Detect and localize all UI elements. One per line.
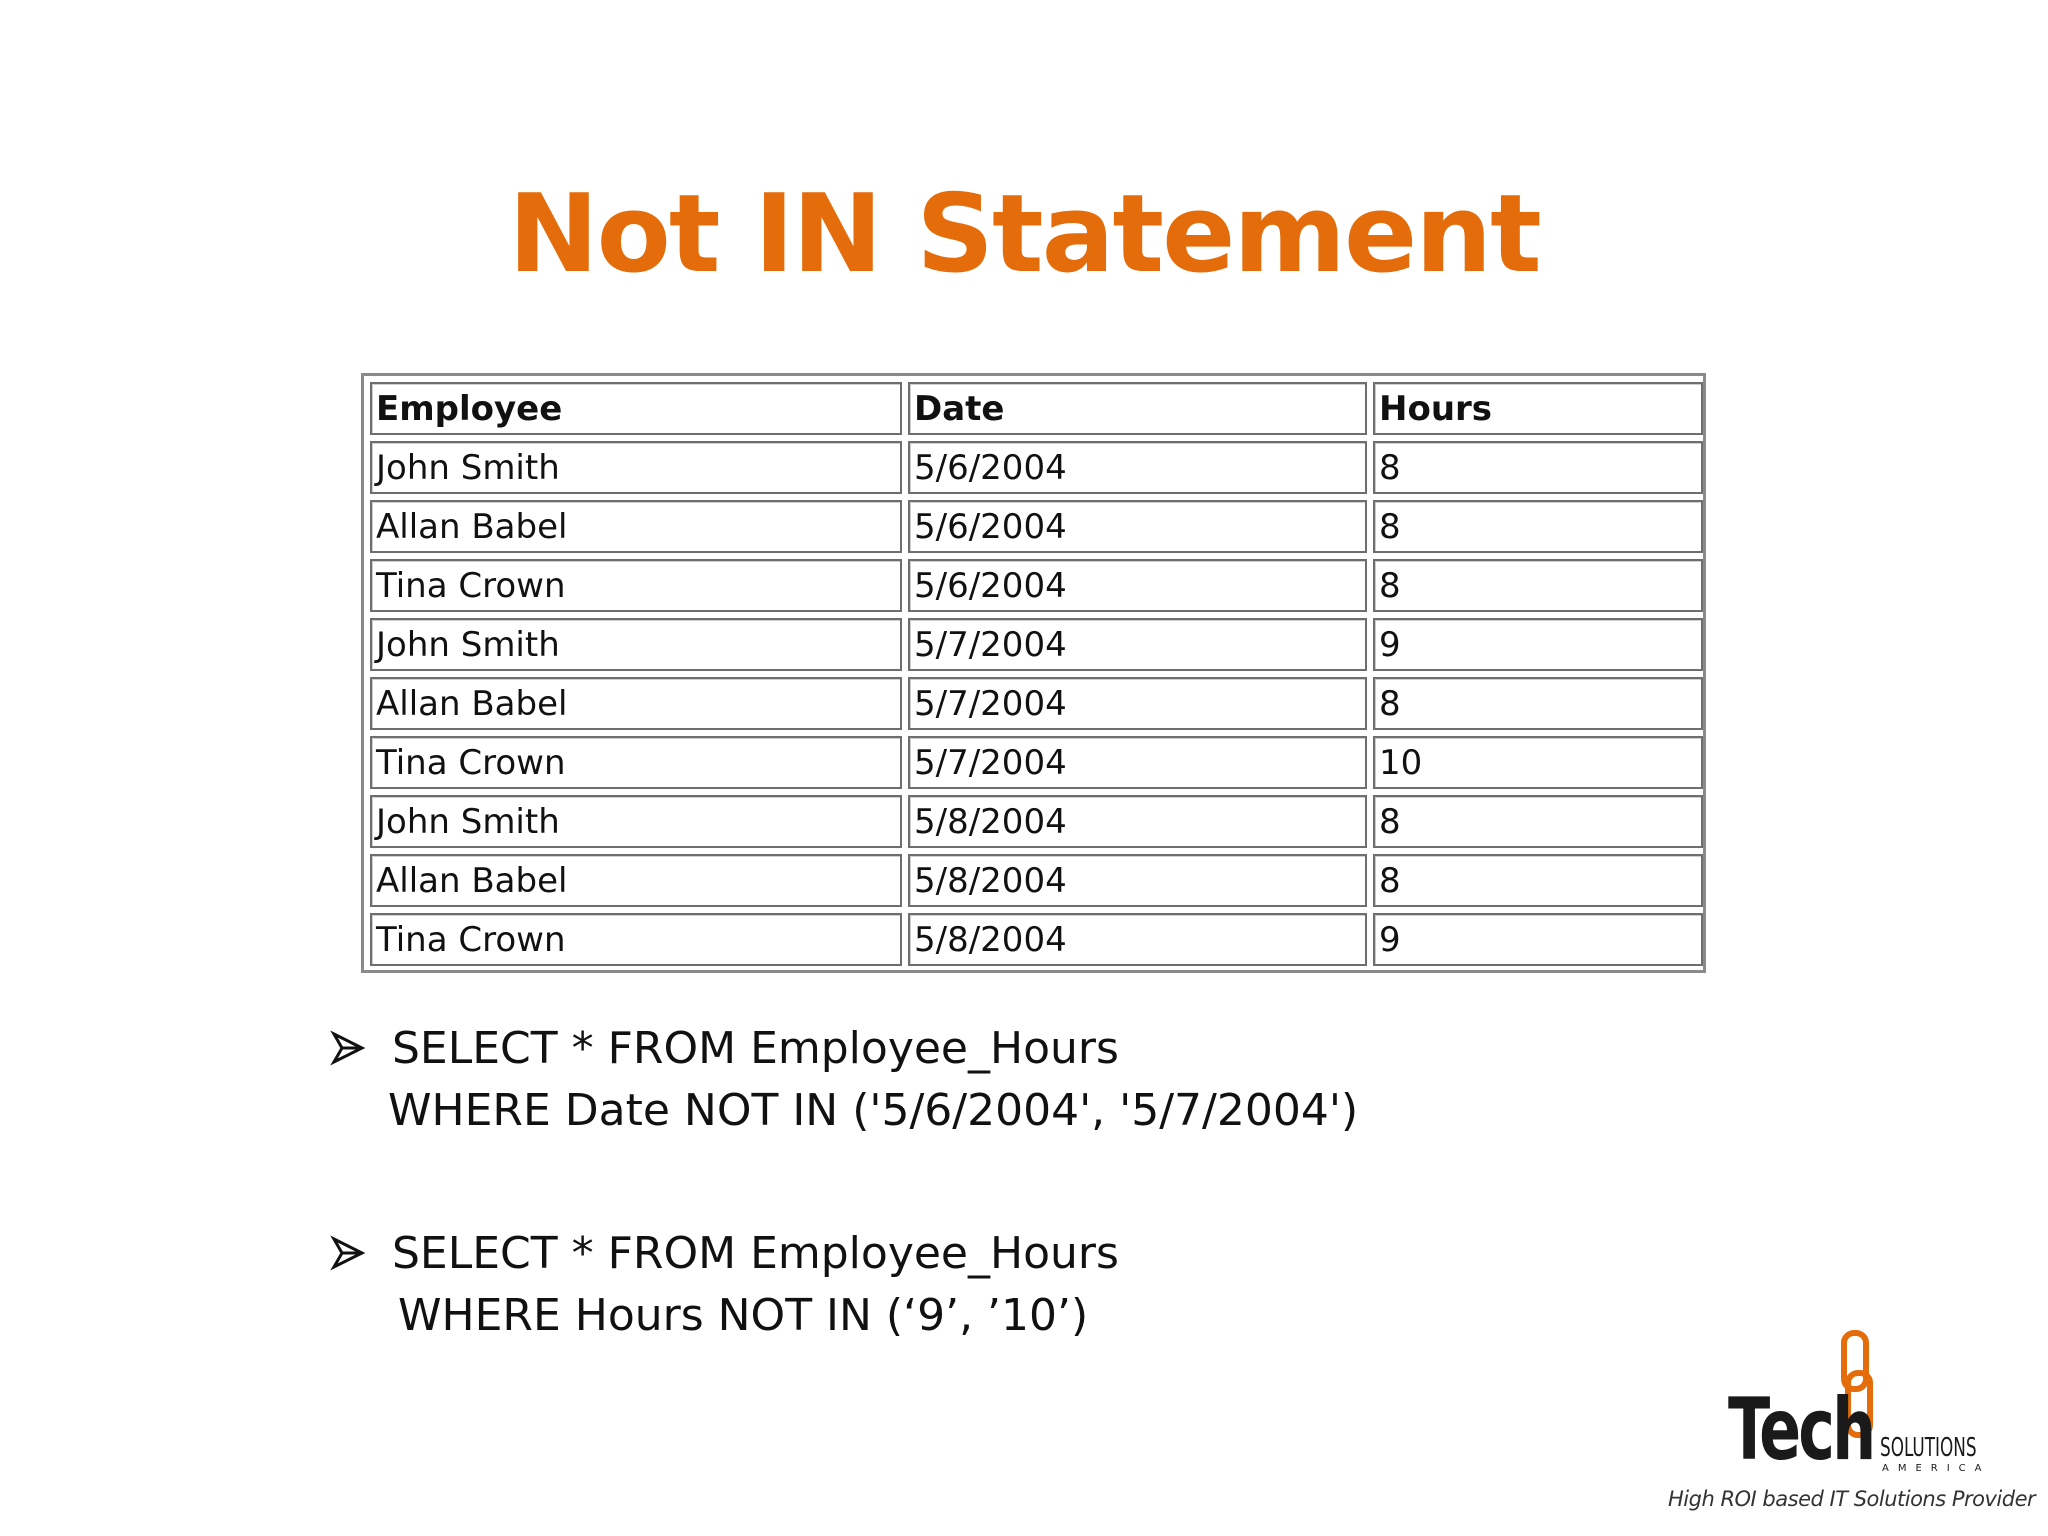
logo-tagline: High ROI based IT Solutions Provider — [1668, 1487, 2036, 1511]
cell-employee: Allan Babel — [370, 500, 902, 553]
cell-employee: Tina Crown — [370, 736, 902, 789]
query-2-line-1: SELECT * FROM Employee_Hours — [392, 1228, 1119, 1279]
logo-america-text: AMERICA — [1882, 1463, 1991, 1474]
header-employee: Employee — [370, 382, 902, 435]
header-date: Date — [908, 382, 1367, 435]
table-header-row — [370, 382, 1703, 435]
cell-date: 5/8/2004 — [908, 854, 1367, 907]
header-hours: Hours — [1373, 382, 1703, 435]
employee-hours-table-frame — [361, 373, 1706, 973]
cell-hours: 9 — [1373, 913, 1703, 966]
cell-employee: Allan Babel — [370, 854, 902, 907]
arrow-bullet-icon — [330, 1223, 370, 1285]
cell-date: 5/7/2004 — [908, 618, 1367, 671]
cell-hours: 10 — [1373, 736, 1703, 789]
cell-hours: 8 — [1373, 795, 1703, 848]
cell-date: 5/6/2004 — [908, 500, 1367, 553]
table-row — [370, 913, 1703, 966]
cell-date: 5/8/2004 — [908, 795, 1367, 848]
query-1-line-2: WHERE Date NOT IN ('5/6/2004', '5/7/2004') — [388, 1085, 1359, 1136]
cell-employee: Allan Babel — [370, 677, 902, 730]
table-row — [370, 618, 1703, 671]
cell-date: 5/6/2004 — [908, 441, 1367, 494]
cell-employee: Tina Crown — [370, 559, 902, 612]
table-row — [370, 441, 1703, 494]
arrow-bullet-icon — [330, 1018, 370, 1080]
cell-employee: John Smith — [370, 795, 902, 848]
logo-solutions-text: SOLUTIONS — [1880, 1433, 1977, 1463]
cell-date: 5/7/2004 — [908, 736, 1367, 789]
query-2-line-2: WHERE Hours NOT IN (‘9’, ’10’) — [398, 1290, 1089, 1341]
cell-employee: John Smith — [370, 618, 902, 671]
query-1-line-1: SELECT * FROM Employee_Hours — [392, 1023, 1119, 1074]
table-row — [370, 500, 1703, 553]
table-row — [370, 736, 1703, 789]
table-body — [370, 441, 1703, 966]
cell-employee: Tina Crown — [370, 913, 902, 966]
cell-hours: 8 — [1373, 559, 1703, 612]
tech-solutions-america-logo — [1660, 1325, 2040, 1525]
logo-tech-text: Tech — [1728, 1380, 1874, 1480]
cell-date: 5/8/2004 — [908, 913, 1367, 966]
table-row — [370, 795, 1703, 848]
cell-hours: 9 — [1373, 618, 1703, 671]
table-row — [370, 677, 1703, 730]
employee-hours-table — [364, 376, 1709, 972]
cell-date: 5/7/2004 — [908, 677, 1367, 730]
cell-hours: 8 — [1373, 677, 1703, 730]
cell-date: 5/6/2004 — [908, 559, 1367, 612]
cell-hours: 8 — [1373, 500, 1703, 553]
cell-hours: 8 — [1373, 854, 1703, 907]
table-row — [370, 854, 1703, 907]
cell-employee: John Smith — [370, 441, 902, 494]
table-row — [370, 559, 1703, 612]
slide-title: Not IN Statement — [508, 172, 1540, 297]
cell-hours: 8 — [1373, 441, 1703, 494]
